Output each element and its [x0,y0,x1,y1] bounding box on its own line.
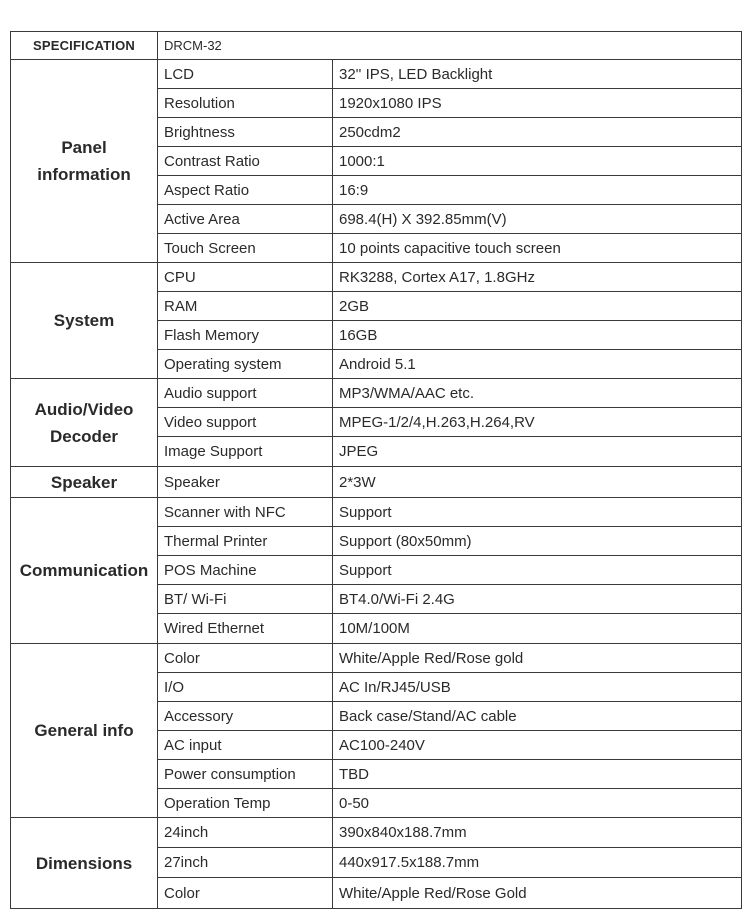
spec-row [11,263,742,292]
spec-key: Color [158,644,333,673]
spec-key: Operation Temp [158,789,333,818]
spec-key: Resolution [158,89,333,118]
spec-key: CPU [158,263,333,292]
spec-key: BT/ Wi-Fi [158,585,333,614]
group-title-system: System [11,263,158,379]
spec-value: 10 points capacitive touch screen [333,234,742,263]
spec-value: Support [333,556,742,585]
spec-key: Contrast Ratio [158,147,333,176]
group-title-speaker: Speaker [11,467,158,498]
spec-value: AC100-240V [333,731,742,760]
spec-key: Wired Ethernet [158,614,333,644]
spec-value: 0-50 [333,789,742,818]
spec-value: 2*3W [333,467,742,498]
spec-header-row [11,32,742,60]
spec-key: Operating system [158,350,333,379]
spec-key: POS Machine [158,556,333,585]
spec-value: 440x917.5x188.7mm [333,848,742,878]
spec-value: JPEG [333,437,742,467]
spec-header-label: SPECIFICATION [11,32,158,60]
spec-key: LCD [158,60,333,89]
spec-value: 698.4(H) X 392.85mm(V) [333,205,742,234]
spec-row [11,644,742,673]
spec-value: MPEG-1/2/4,H.263,H.264,RV [333,408,742,437]
spec-table-body [11,32,742,909]
spec-value: 390x840x188.7mm [333,818,742,848]
spec-value: BT4.0/Wi-Fi 2.4G [333,585,742,614]
group-title-general-info: General info [11,644,158,818]
spec-value: 16GB [333,321,742,350]
spec-value: Back case/Stand/AC cable [333,702,742,731]
spec-value: Android 5.1 [333,350,742,379]
spec-value: 2GB [333,292,742,321]
spec-key: 27inch [158,848,333,878]
spec-key: Aspect Ratio [158,176,333,205]
group-title-dimensions: Dimensions [11,818,158,909]
spec-key: Speaker [158,467,333,498]
spec-key: Accessory [158,702,333,731]
group-title-panel-information: Panel information [11,60,158,263]
spec-value: Support [333,498,742,527]
spec-row [11,379,742,408]
spec-value: White/Apple Red/Rose Gold [333,878,742,909]
spec-value: 1920x1080 IPS [333,89,742,118]
spec-key: RAM [158,292,333,321]
spec-key: Power consumption [158,760,333,789]
spec-key: 24inch [158,818,333,848]
spec-value: White/Apple Red/Rose gold [333,644,742,673]
spec-key: Flash Memory [158,321,333,350]
spec-table [10,31,742,909]
spec-header-model: DRCM-32 [158,32,742,60]
spec-key: AC input [158,731,333,760]
spec-key: Audio support [158,379,333,408]
spec-value: AC In/RJ45/USB [333,673,742,702]
spec-key: I/O [158,673,333,702]
spec-key: Color [158,878,333,909]
spec-value: 250cdm2 [333,118,742,147]
spec-row [11,467,742,498]
group-title-audio-video-decoder: Audio/Video Decoder [11,379,158,467]
spec-value: TBD [333,760,742,789]
spec-value: 1000:1 [333,147,742,176]
spec-value: 10M/100M [333,614,742,644]
spec-key: Video support [158,408,333,437]
spec-row [11,498,742,527]
spec-row [11,818,742,848]
spec-row [11,60,742,89]
spec-value: MP3/WMA/AAC etc. [333,379,742,408]
spec-key: Image Support [158,437,333,467]
spec-key: Scanner with NFC [158,498,333,527]
spec-key: Brightness [158,118,333,147]
spec-value: 32'' IPS, LED Backlight [333,60,742,89]
group-title-communication: Communication [11,498,158,644]
spec-key: Thermal Printer [158,527,333,556]
spec-key: Active Area [158,205,333,234]
spec-value: Support (80x50mm) [333,527,742,556]
spec-value: 16:9 [333,176,742,205]
spec-value: RK3288, Cortex A17, 1.8GHz [333,263,742,292]
spec-key: Touch Screen [158,234,333,263]
